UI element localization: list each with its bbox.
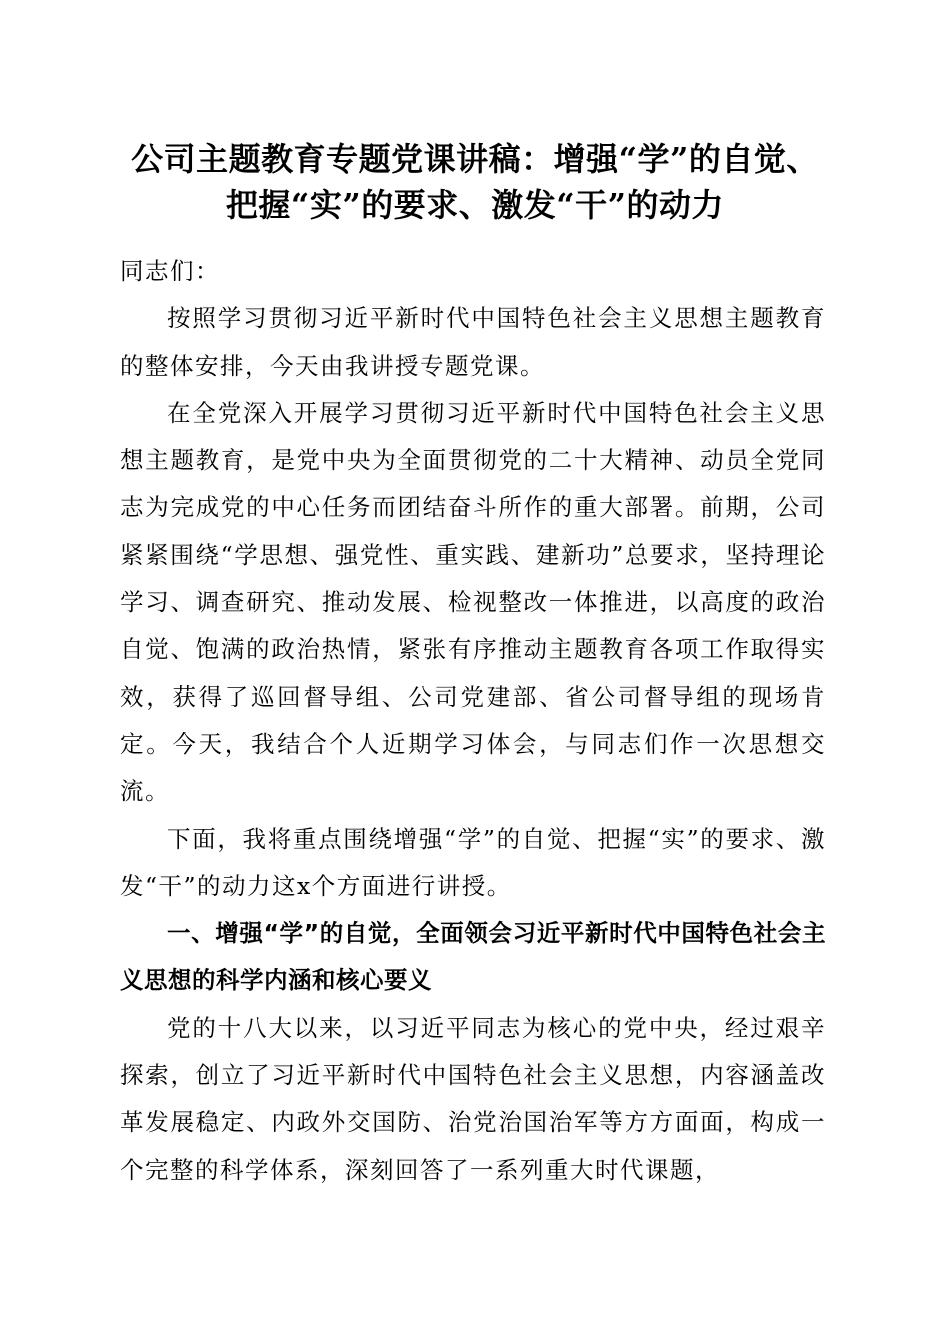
section-heading-1: 一、增强“学”的自觉，全面领会习近平新时代中国特色社会主义思想的科学内涵和核心要义 (120, 919, 826, 995)
paragraph-intro: 按照学习贯彻习近平新时代中国特色社会主义思想主题教育的整体安排，今天由我讲授专题党课。 (120, 304, 826, 380)
salutation: 同志们： (120, 257, 220, 285)
paragraph-background: 在全党深入开展学习贯彻习近平新时代中国特色社会主义思想主题教育，是党中央为全面贯彻党的二十大精神、动员全党同志为完成党的中心任务而团结奋斗所作的重大部署。前期，公司紧紧围绕“学思想、强党性、重实践、建新功”总要求，坚持理论学习、调查研究、推动发展、检视整改一体推进，以高度的政治自觉、饱满的政治热情，紧张有序推动主题教育各项工作取得实效，获得了巡回督导组、公司党建部、省公司督导组的现场肯定。今天，我结合个人近期学习体会，与同志们作一次思想交流。 (120, 398, 826, 806)
document-title: 公司主题教育专题党课讲稿：增强“学”的自觉、把握“实”的要求、激发“干”的动力 (131, 140, 819, 224)
paragraph-section-1: 党的十八大以来，以习近平同志为核心的党中央，经过艰辛探索，创立了习近平新时代中国特色社会主义思想，内容涵盖改革发展稳定、内政外交国防、治党治国治军等方方面面，构成一个完整的科学体系，深刻回答了一系列重大时代课题， (120, 1013, 826, 1184)
paragraph-outline: 下面，我将重点围绕增强“学”的自觉、把握“实”的要求、激发“干”的动力这x个方面进行讲授。 (120, 824, 826, 900)
document-body (120, 248, 826, 1194)
